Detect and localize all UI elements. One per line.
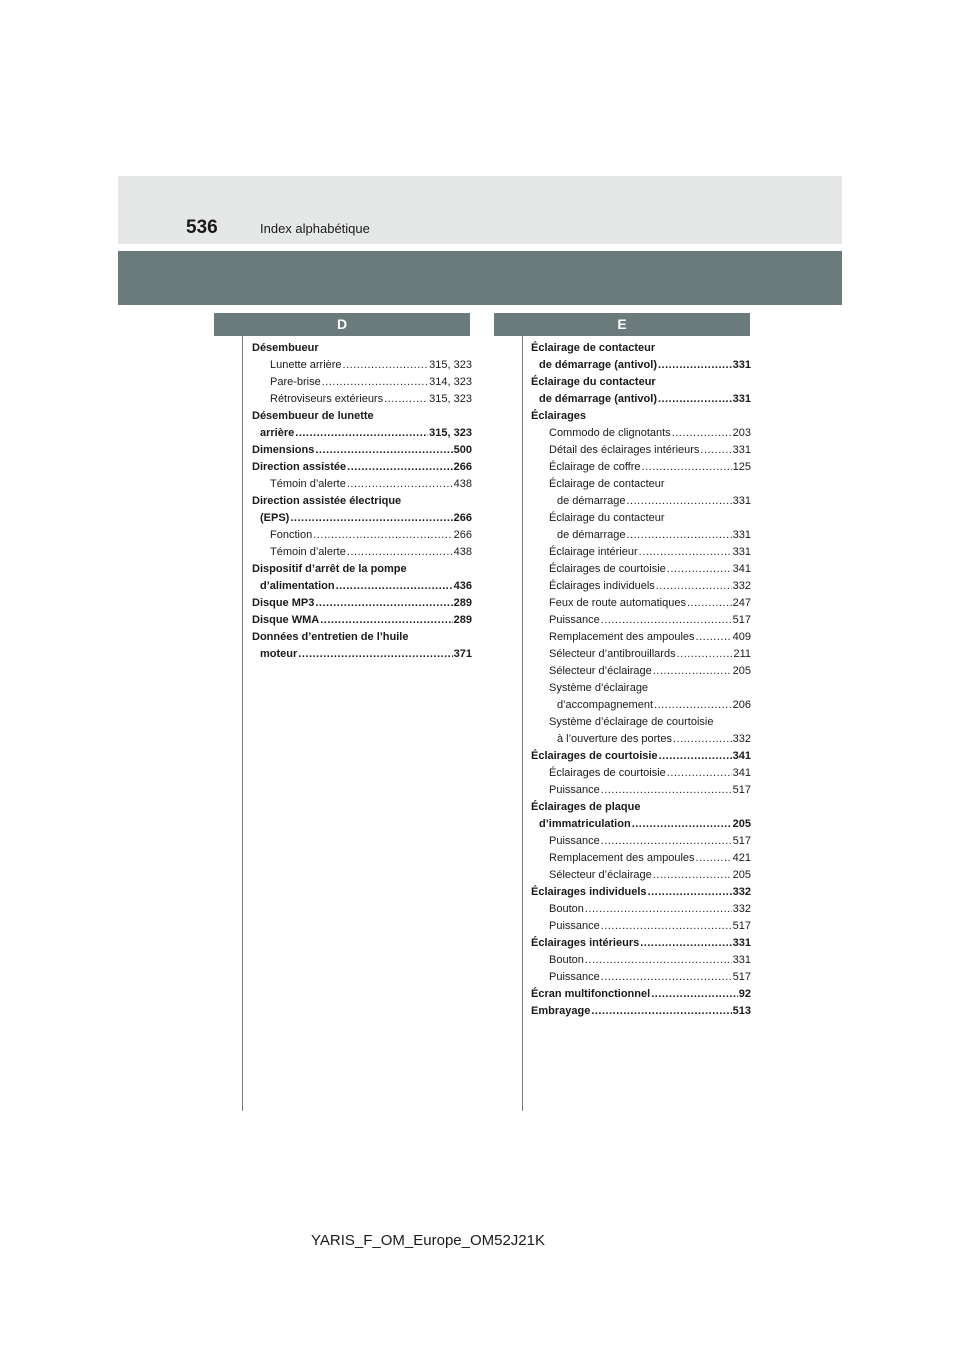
index-entry — [252, 374, 472, 391]
entry-term: Détail des éclairages intérieurs — [549, 444, 700, 456]
index-entry — [531, 901, 751, 918]
entry-term: de démarrage — [557, 495, 626, 507]
index-entry — [252, 595, 472, 612]
entry-page-ref[interactable]: 205 — [732, 818, 751, 830]
index-entry — [531, 986, 751, 1003]
entry-page-ref[interactable]: 315, 323 — [429, 427, 472, 439]
index-entry — [531, 357, 751, 374]
entry-term: de démarrage (antivol) — [539, 359, 657, 371]
index-entry — [531, 680, 751, 697]
index-entry — [252, 527, 472, 544]
index-entry — [252, 578, 472, 595]
index-entry — [531, 459, 751, 476]
entry-term: Éclairages de courtoisie — [549, 767, 666, 779]
dot-leader — [315, 595, 452, 612]
dot-leader — [601, 612, 732, 629]
entry-page-ref[interactable]: 331 — [732, 495, 751, 507]
entry-page-ref[interactable]: 513 — [732, 1005, 751, 1017]
dot-leader — [687, 595, 732, 612]
index-entry — [531, 850, 751, 867]
index-entry — [252, 391, 472, 408]
entry-term: (EPS) — [260, 512, 290, 524]
entry-page-ref[interactable]: 331 — [732, 529, 751, 541]
index-entry — [531, 595, 751, 612]
entry-term: Puissance — [549, 835, 600, 847]
entry-page-ref[interactable]: 203 — [732, 427, 751, 439]
header-band — [118, 176, 842, 244]
entry-page-ref[interactable]: 331 — [732, 444, 751, 456]
dot-leader — [384, 391, 428, 408]
index-entry — [252, 459, 472, 476]
entry-term: Direction assistée électrique — [252, 495, 402, 507]
entry-term: Sélecteur d’éclairage — [549, 665, 652, 677]
entry-term: Écran multifonctionnel — [531, 988, 651, 1000]
index-entry — [531, 527, 751, 544]
entry-term: à l’ouverture des portes — [557, 733, 672, 745]
entry-term: Puissance — [549, 920, 600, 932]
entry-term: Éclairages — [531, 410, 587, 422]
entry-page-ref[interactable]: 315, 323 — [429, 393, 472, 405]
index-column-e — [531, 340, 751, 1020]
section-letter-d: D — [214, 313, 470, 336]
entry-term: d’immatriculation — [539, 818, 631, 830]
dot-leader — [640, 935, 731, 952]
entry-term: Sélecteur d’éclairage — [549, 869, 652, 881]
dot-leader — [658, 391, 732, 408]
dot-leader — [659, 748, 732, 765]
dot-leader — [295, 425, 428, 442]
entry-term: Éclairages individuels — [549, 580, 655, 592]
entry-term: Feux de route automatiques — [549, 597, 686, 609]
header-bar — [118, 251, 842, 305]
entry-term: Remplacement des ampoules — [549, 852, 695, 864]
index-entry — [531, 782, 751, 799]
dot-leader — [632, 816, 732, 833]
dot-leader — [673, 731, 732, 748]
index-entry — [531, 765, 751, 782]
entry-term: Éclairage de coffre — [549, 461, 641, 473]
index-entry — [531, 663, 751, 680]
dot-leader — [298, 646, 452, 663]
dot-leader — [591, 1003, 731, 1020]
dot-leader — [347, 459, 452, 476]
dot-leader — [653, 867, 732, 884]
entry-term: Dispositif d’arrêt de la pompe — [252, 563, 407, 575]
entry-term: d’alimentation — [260, 580, 335, 592]
page-title: Index alphabétique — [260, 221, 370, 236]
dot-leader — [315, 442, 452, 459]
entry-term: Disque MP3 — [252, 597, 315, 609]
entry-term: Éclairage intérieur — [549, 546, 638, 558]
index-entry — [531, 884, 751, 901]
index-entry — [531, 867, 751, 884]
entry-term: Désembueur — [252, 342, 319, 354]
entry-term: Puissance — [549, 614, 600, 626]
entry-term: Éclairage de contacteur — [531, 342, 656, 354]
entry-page-ref[interactable]: 211 — [733, 648, 751, 660]
entry-term: Éclairages de plaque — [531, 801, 641, 813]
index-entry — [531, 969, 751, 986]
page-number: 536 — [186, 217, 218, 238]
entry-term: moteur — [260, 648, 298, 660]
entry-term: Éclairages de courtoisie — [531, 750, 658, 762]
entry-term: de démarrage — [557, 529, 626, 541]
dot-leader — [653, 663, 732, 680]
index-entry — [531, 425, 751, 442]
index-entry — [252, 357, 472, 374]
dot-leader — [639, 544, 732, 561]
entry-page-ref[interactable]: 517 — [732, 784, 751, 796]
index-entry — [531, 340, 751, 357]
entry-term: Direction assistée — [252, 461, 347, 473]
entry-term: Éclairage du contacteur — [549, 512, 665, 524]
entry-page-ref[interactable]: 517 — [732, 971, 751, 983]
entry-page-ref[interactable]: 247 — [732, 597, 751, 609]
entry-page-ref[interactable]: 266 — [453, 461, 472, 473]
index-entry — [252, 646, 472, 663]
index-entry — [531, 374, 751, 391]
entry-term: Éclairages de courtoisie — [549, 563, 666, 575]
entry-term: Fonction — [270, 529, 313, 541]
entry-page-ref[interactable]: 289 — [453, 597, 472, 609]
index-entry — [531, 510, 751, 527]
entry-page-ref[interactable]: 438 — [453, 478, 472, 490]
index-entry — [531, 408, 751, 425]
dot-leader — [627, 527, 732, 544]
dot-leader — [347, 544, 453, 561]
dot-leader — [700, 442, 731, 459]
entry-term: Éclairages intérieurs — [531, 937, 640, 949]
dot-leader — [677, 646, 733, 663]
index-entry — [531, 731, 751, 748]
entry-term: Témoin d’alerte — [270, 478, 346, 490]
entry-page-ref[interactable]: 371 — [453, 648, 472, 660]
index-entry — [531, 544, 751, 561]
index-entry — [531, 442, 751, 459]
entry-page-ref[interactable]: 341 — [732, 767, 751, 779]
index-entry — [252, 629, 472, 646]
dot-leader — [654, 697, 732, 714]
index-entry — [531, 799, 751, 816]
dot-leader — [585, 901, 732, 918]
entry-term: Dimensions — [252, 444, 315, 456]
dot-leader — [672, 425, 732, 442]
entry-page-ref[interactable]: 125 — [732, 461, 751, 473]
index-entry — [531, 1003, 751, 1020]
index-entry — [531, 629, 751, 646]
index-entry — [252, 561, 472, 578]
index-entry — [252, 612, 472, 629]
index-entry — [252, 408, 472, 425]
index-entry — [531, 391, 751, 408]
dot-leader — [601, 969, 732, 986]
entry-page-ref[interactable]: 421 — [732, 852, 751, 864]
dot-leader — [320, 612, 452, 629]
column-rule — [242, 336, 243, 1111]
dot-leader — [601, 782, 732, 799]
document-code: YARIS_F_OM_Europe_OM52J21K — [311, 1232, 546, 1249]
entry-page-ref[interactable]: 517 — [732, 920, 751, 932]
entry-page-ref[interactable]: 436 — [453, 580, 472, 592]
entry-term: Bouton — [549, 954, 584, 966]
index-entry — [531, 748, 751, 765]
dot-leader — [336, 578, 453, 595]
entry-page-ref[interactable]: 206 — [732, 699, 751, 711]
entry-term: Remplacement des ampoules — [549, 631, 695, 643]
entry-page-ref[interactable]: 315, 323 — [429, 359, 472, 371]
entry-page-ref[interactable]: 289 — [453, 614, 472, 626]
entry-term: Témoin d’alerte — [270, 546, 346, 558]
entry-term: de démarrage (antivol) — [539, 393, 657, 405]
dot-leader — [667, 561, 732, 578]
dot-leader — [651, 986, 738, 1003]
entry-page-ref[interactable]: 341 — [732, 563, 751, 575]
entry-term: Éclairage de contacteur — [549, 478, 665, 490]
entry-page-ref[interactable]: 409 — [732, 631, 751, 643]
dot-leader — [648, 884, 732, 901]
entry-page-ref[interactable]: 332 — [732, 580, 751, 592]
index-entry — [252, 476, 472, 493]
index-entry — [531, 561, 751, 578]
dot-leader — [601, 918, 732, 935]
index-column-d — [252, 340, 472, 663]
index-entry — [531, 935, 751, 952]
index-entry — [252, 442, 472, 459]
entry-term: Désembueur de lunette — [252, 410, 374, 422]
entry-term: Pare-brise — [270, 376, 321, 388]
entry-term: Commodo de clignotants — [549, 427, 671, 439]
index-entry — [252, 493, 472, 510]
dot-leader — [601, 833, 732, 850]
index-entry — [531, 714, 751, 731]
entry-page-ref[interactable]: 438 — [453, 546, 472, 558]
entry-term: Puissance — [549, 784, 600, 796]
entry-term: Éclairage du contacteur — [531, 376, 656, 388]
entry-page-ref[interactable]: 331 — [732, 546, 751, 558]
dot-leader — [627, 493, 732, 510]
index-entry — [252, 544, 472, 561]
entry-term: Lunette arrière — [270, 359, 342, 371]
dot-leader — [667, 765, 732, 782]
dot-leader — [313, 527, 452, 544]
dot-leader — [658, 357, 732, 374]
entry-page-ref[interactable]: 517 — [732, 614, 751, 626]
entry-page-ref[interactable]: 266 — [453, 529, 472, 541]
entry-term: Disque WMA — [252, 614, 320, 626]
entry-term: d’accompagnement — [557, 699, 654, 711]
entry-page-ref[interactable]: 332 — [732, 733, 751, 745]
entry-page-ref[interactable]: 314, 323 — [429, 376, 472, 388]
index-entry — [531, 697, 751, 714]
index-entry — [531, 952, 751, 969]
entry-term: Sélecteur d’antibrouillards — [549, 648, 676, 660]
dot-leader — [347, 476, 453, 493]
index-entry — [531, 646, 751, 663]
entry-term: Système d’éclairage — [549, 682, 649, 694]
entry-term: Données d’entretien de l’huile — [252, 631, 409, 643]
entry-term: Système d’éclairage de courtoisie — [549, 716, 714, 728]
entry-term: Embrayage — [531, 1005, 591, 1017]
index-entry — [531, 612, 751, 629]
entry-term: Rétroviseurs extérieurs — [270, 393, 384, 405]
index-entry — [531, 578, 751, 595]
entry-page-ref[interactable]: 205 — [732, 869, 751, 881]
entry-term: arrière — [260, 427, 295, 439]
index-entry — [531, 476, 751, 493]
dot-leader — [585, 952, 732, 969]
entry-page-ref[interactable]: 331 — [732, 393, 751, 405]
entry-term: Éclairages individuels — [531, 886, 647, 898]
index-entry — [252, 510, 472, 527]
dot-leader — [343, 357, 429, 374]
dot-leader — [656, 578, 732, 595]
dot-leader — [696, 850, 732, 867]
entry-page-ref[interactable]: 332 — [732, 903, 751, 915]
entry-page-ref[interactable]: 500 — [453, 444, 472, 456]
entry-term: Bouton — [549, 903, 584, 915]
index-entry — [531, 816, 751, 833]
column-rule — [522, 336, 523, 1111]
dot-leader — [696, 629, 732, 646]
index-entry — [252, 340, 472, 357]
entry-page-ref[interactable]: 205 — [732, 665, 751, 677]
dot-leader — [290, 510, 452, 527]
dot-leader — [322, 374, 428, 391]
entry-page-ref[interactable]: 331 — [732, 937, 751, 949]
dot-leader — [642, 459, 732, 476]
section-letter-e: E — [494, 313, 750, 336]
index-entry — [531, 493, 751, 510]
index-entry — [252, 425, 472, 442]
entry-term: Puissance — [549, 971, 600, 983]
entry-page-ref[interactable]: 92 — [738, 988, 751, 1000]
entry-page-ref[interactable]: 331 — [732, 359, 751, 371]
entry-page-ref[interactable]: 332 — [732, 886, 751, 898]
entry-page-ref[interactable]: 331 — [732, 954, 751, 966]
entry-page-ref[interactable]: 266 — [453, 512, 472, 524]
entry-page-ref[interactable]: 341 — [732, 750, 751, 762]
index-entry — [531, 833, 751, 850]
index-entry — [531, 918, 751, 935]
entry-page-ref[interactable]: 517 — [732, 835, 751, 847]
